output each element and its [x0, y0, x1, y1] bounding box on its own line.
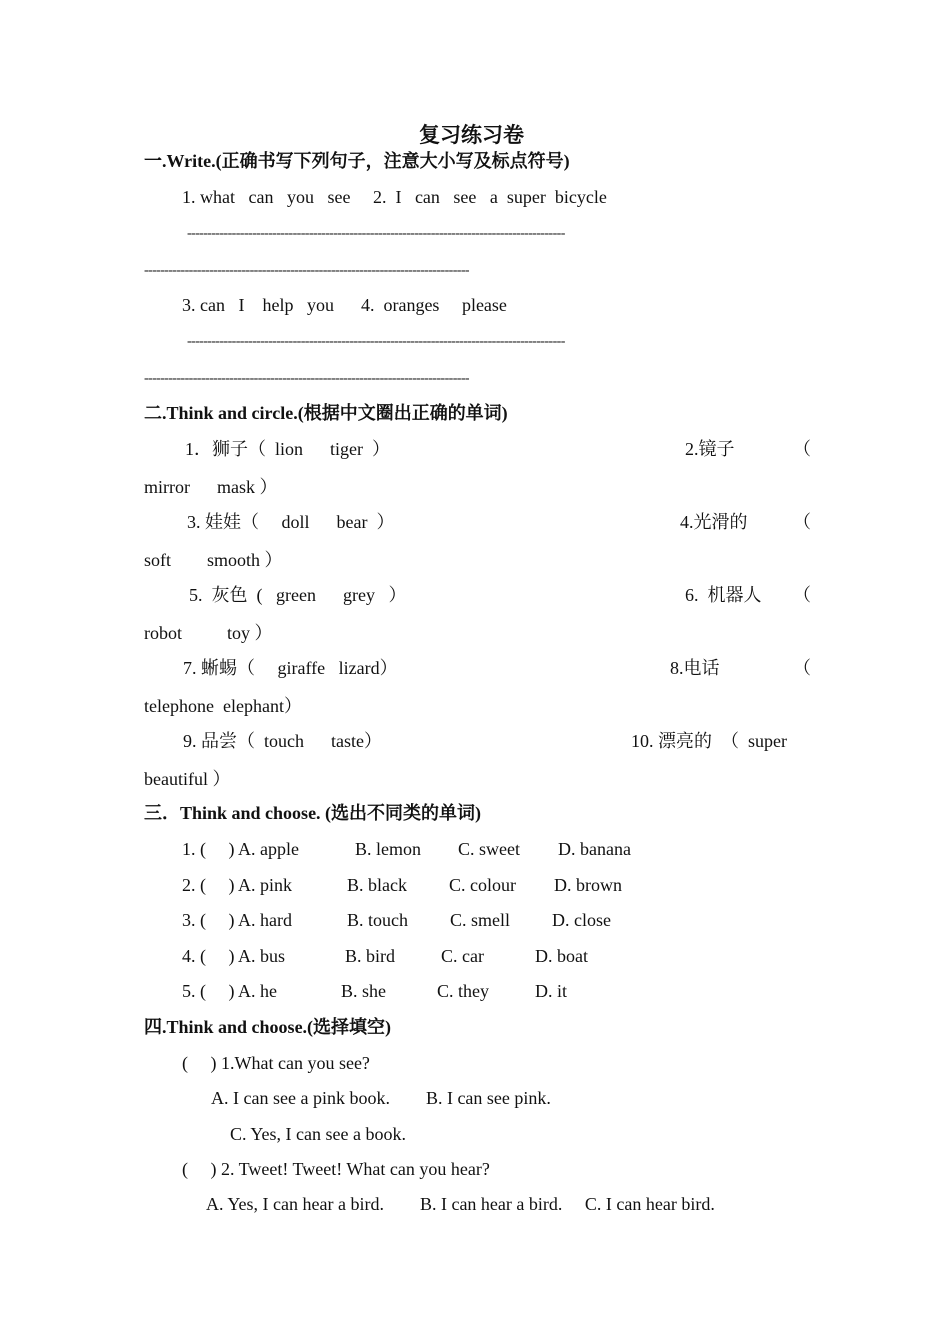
circle-item-paren: （: [793, 512, 811, 532]
circle-item-paren: （: [793, 658, 811, 678]
circle-item-left: 1．狮子（ lion tiger ）: [185, 439, 390, 459]
circle-item-wrap: telephone elephant）: [144, 696, 302, 716]
choose-row-num: 3. ( ) A. hard: [182, 910, 292, 930]
choose-option-b: B. black: [347, 875, 407, 895]
section4-heading: 四.Think and choose.(选择填空): [144, 1017, 392, 1037]
question-1-option-c: C. Yes, I can see a book.: [230, 1124, 406, 1144]
circle-item-right: 8.电话: [670, 658, 720, 678]
question-1: ( ) 1.What can you see?: [182, 1053, 370, 1073]
write-row-2: 3. can I help you 4. oranges please: [182, 295, 507, 315]
circle-item-left: 5. 灰色 ( green grey ）: [189, 585, 407, 605]
circle-item-left: 9. 品尝（ touch taste）: [183, 731, 382, 751]
choose-option-b: B. lemon: [355, 839, 421, 859]
circle-item-left: 7. 蜥蜴（ giraffe lizard）: [183, 658, 398, 678]
circle-item-paren: （: [793, 439, 811, 459]
section1-heading: 一.Write.(正确书写下列句子，注意大小写及标点符号): [144, 151, 570, 171]
choose-row-num: 1. ( ) A. apple: [182, 839, 299, 859]
choose-option-c: C. smell: [450, 910, 511, 930]
choose-row-num: 2. ( ) A. pink: [182, 875, 292, 895]
section3-heading: 三．Think and choose. (选出不同类的单词): [144, 803, 482, 823]
writing-line: ---------------------------------------------------------------------------------------------: [187, 334, 565, 349]
choose-option-b: B. bird: [345, 946, 396, 966]
choose-option-c: C. car: [441, 946, 484, 966]
choose-option-b: B. touch: [347, 910, 408, 930]
choose-row-num: 4. ( ) A. bus: [182, 946, 285, 966]
choose-option-d: D. brown: [554, 875, 622, 895]
writing-line: --------------------------------------------------------------------------------: [144, 263, 469, 278]
choose-option-d: D. it: [535, 981, 568, 1001]
question-2-options: A. Yes, I can hear a bird. B. I can hear a bird. C. I can hear bird.: [206, 1194, 715, 1214]
choose-option-d: D. close: [552, 910, 611, 930]
circle-item-wrap: soft smooth ）: [144, 550, 283, 570]
choose-option-d: D. banana: [558, 839, 631, 859]
choose-option-d: D. boat: [535, 946, 588, 966]
circle-item-right: 10. 漂亮的 （ super: [631, 731, 787, 751]
choose-option-c: C. colour: [449, 875, 516, 895]
section2-heading: 二.Think and circle.(根据中文圈出正确的单词): [144, 403, 508, 423]
circle-item-wrap: beautiful ）: [144, 769, 231, 789]
writing-line: --------------------------------------------------------------------------------: [144, 371, 469, 386]
circle-item-right: 4.光滑的: [680, 512, 748, 532]
circle-item-paren: （: [793, 585, 811, 605]
choose-option-c: C. sweet: [458, 839, 520, 859]
write-row-1: 1. what can you see 2. I can see a super bicycle: [182, 187, 607, 207]
choose-option-c: C. they: [437, 981, 489, 1001]
question-2: ( ) 2. Tweet! Tweet! What can you hear?: [182, 1159, 490, 1179]
circle-item-left: 3. 娃娃（ doll bear ）: [187, 512, 395, 532]
circle-item-wrap: mirror mask ）: [144, 477, 278, 497]
circle-item-right: 2.镜子: [685, 439, 735, 459]
circle-item-right: 6. 机器人: [685, 585, 762, 605]
circle-item-wrap: robot toy ）: [144, 623, 273, 643]
page-title: 复习练习卷: [419, 123, 524, 147]
choose-row-num: 5. ( ) A. he: [182, 981, 277, 1001]
choose-option-b: B. she: [341, 981, 386, 1001]
writing-line: ---------------------------------------------------------------------------------------------: [187, 226, 565, 241]
question-1-options-ab: A. I can see a pink book. B. I can see pink.: [211, 1088, 551, 1108]
